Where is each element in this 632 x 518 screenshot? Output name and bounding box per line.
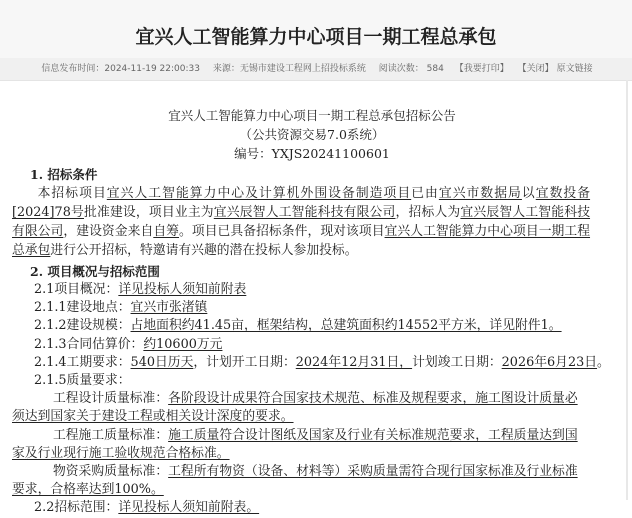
text-segment: 2.1.2建设规模： (34, 318, 131, 334)
text-segment: 2.1.3合同估算价： (34, 336, 144, 352)
underlined-value: 各阶段设计成果符合国家技术规范、标准及规程要求，施工图设计质量必须达到国家关于建设工程或相关设计深度的要求。 (12, 391, 578, 425)
text-segment: 批准建设，项目业主为 (84, 205, 214, 220)
text-segment: 本招标项目 (37, 186, 107, 201)
underlined-value: 宜兴市张渚镇 (130, 300, 208, 316)
underlined-value: 宜兴人工智能算力中心及计算机外围设备制造项目 (106, 186, 412, 201)
text-segment: ，建设资金来自 (63, 224, 154, 239)
text-segment: 2.1.1建设地点： (34, 300, 131, 316)
underlined-value: 2026年6月23日 (501, 354, 598, 370)
item-overview (0, 281, 624, 299)
underlined-value: 宜兴辰智人工智能科技有限公司 (213, 205, 396, 220)
underlined-value: 宜兴辰智人工智能科技有限公司 (12, 205, 591, 239)
text-segment: 。项目已具备招标条件，现对该项目 (179, 224, 385, 239)
doc-title: 宜兴人工智能算力中心项目一期工程总承包招标公告 (168, 108, 456, 123)
text-segment: 进行公开招标，特邀请有兴趣的潜在投标人参加投标。 (50, 243, 358, 258)
tender-conditions-paragraph (0, 184, 590, 260)
source-label: 来源： (212, 64, 240, 74)
reads-info (379, 64, 444, 74)
underlined-value: 宜兴市数据局 (438, 186, 522, 201)
source: 无锡市建设工程网上招投标系统 (239, 64, 366, 74)
quality-construction (0, 427, 590, 463)
underlined-value: 2024年12月31日， (295, 354, 413, 370)
doc-number: 编号：YXJS20241100601 (234, 146, 390, 161)
text-segment: 物资采购质量标准： (52, 464, 169, 480)
print-link[interactable]: 【我要打印】 (454, 64, 509, 74)
scrollbar[interactable] (626, 80, 628, 500)
item-scale (0, 317, 624, 335)
text-segment: 工程设计质量标准： (52, 391, 169, 407)
close-link[interactable]: 【关闭】 (517, 64, 554, 74)
publish-time: 2024-11-19 22:00:33 (104, 64, 200, 74)
text-segment: 。 (597, 354, 610, 370)
original-link[interactable]: 原文链接 (556, 64, 593, 74)
text-segment: 以 (521, 186, 536, 201)
text-segment: 工程施工质量标准： (52, 427, 169, 443)
underlined-value: 详见投标人须知前附表 (118, 282, 247, 297)
text-segment: ，招标人为 (395, 205, 461, 220)
underlined-value: 施工质量符合设计图纸及国家及行业有关标准规范要求，工程质量达到国家及行业现行施工验收规范合格标准。 (12, 427, 578, 461)
underlined-value: 自筹 (153, 224, 180, 239)
text-segment: 2.1.5质量要求： (34, 373, 131, 389)
underlined-value: 工程所有物资（设备、材料等）采购质量需符合现行国家标准及行业标准要求，合格率达到100%。 (12, 464, 578, 498)
underlined-value: 540日历天 (130, 354, 194, 370)
reads-label: 阅读次数： (378, 64, 424, 74)
underlined-value: 占地面积约41.45亩，框架结构，总建筑面积约14552平方米，详见附件1。 (130, 318, 562, 334)
text-segment: 2.2招标范围： (34, 500, 119, 516)
underlined-value: 约10600万元 (143, 336, 223, 352)
underlined-value: 宜兴人工智能算力中心项目一期工程总承包 (12, 224, 591, 258)
text-segment: 计划竣工日期： (412, 354, 502, 370)
source-info (213, 64, 366, 74)
meta-bar (0, 58, 632, 81)
underlined-value: 宜数投备[2024]78号 (12, 186, 591, 220)
reads-count: 584 (426, 64, 444, 74)
item-scope (0, 499, 624, 517)
publish-info (41, 64, 200, 74)
item-schedule (0, 354, 624, 372)
text-segment: 已由 (411, 186, 439, 201)
publish-label: 信息发布时间： (41, 64, 105, 74)
text-segment: 2.1.4工期要求： (34, 354, 131, 370)
quality-design (0, 390, 590, 426)
section-heading-2: 2. 项目概况与招标范围 (30, 264, 160, 279)
quality-materials (0, 463, 590, 499)
page-header (0, 0, 632, 58)
item-quality (0, 372, 624, 390)
text-segment: ，计划开工日期： (193, 354, 296, 370)
document-body (0, 106, 624, 518)
underlined-value: 详见投标人须知前附表。 (118, 500, 260, 516)
text-segment: 2.1项目概况： (34, 282, 119, 297)
item-location (0, 299, 624, 317)
page-title: 宜兴人工智能算力中心项目一期工程总承包 (135, 26, 497, 48)
section-heading-1: 1. 招标条件 (30, 167, 98, 182)
doc-subtitle: （公共资源交易7.0系统） (239, 127, 385, 142)
item-price (0, 336, 624, 354)
